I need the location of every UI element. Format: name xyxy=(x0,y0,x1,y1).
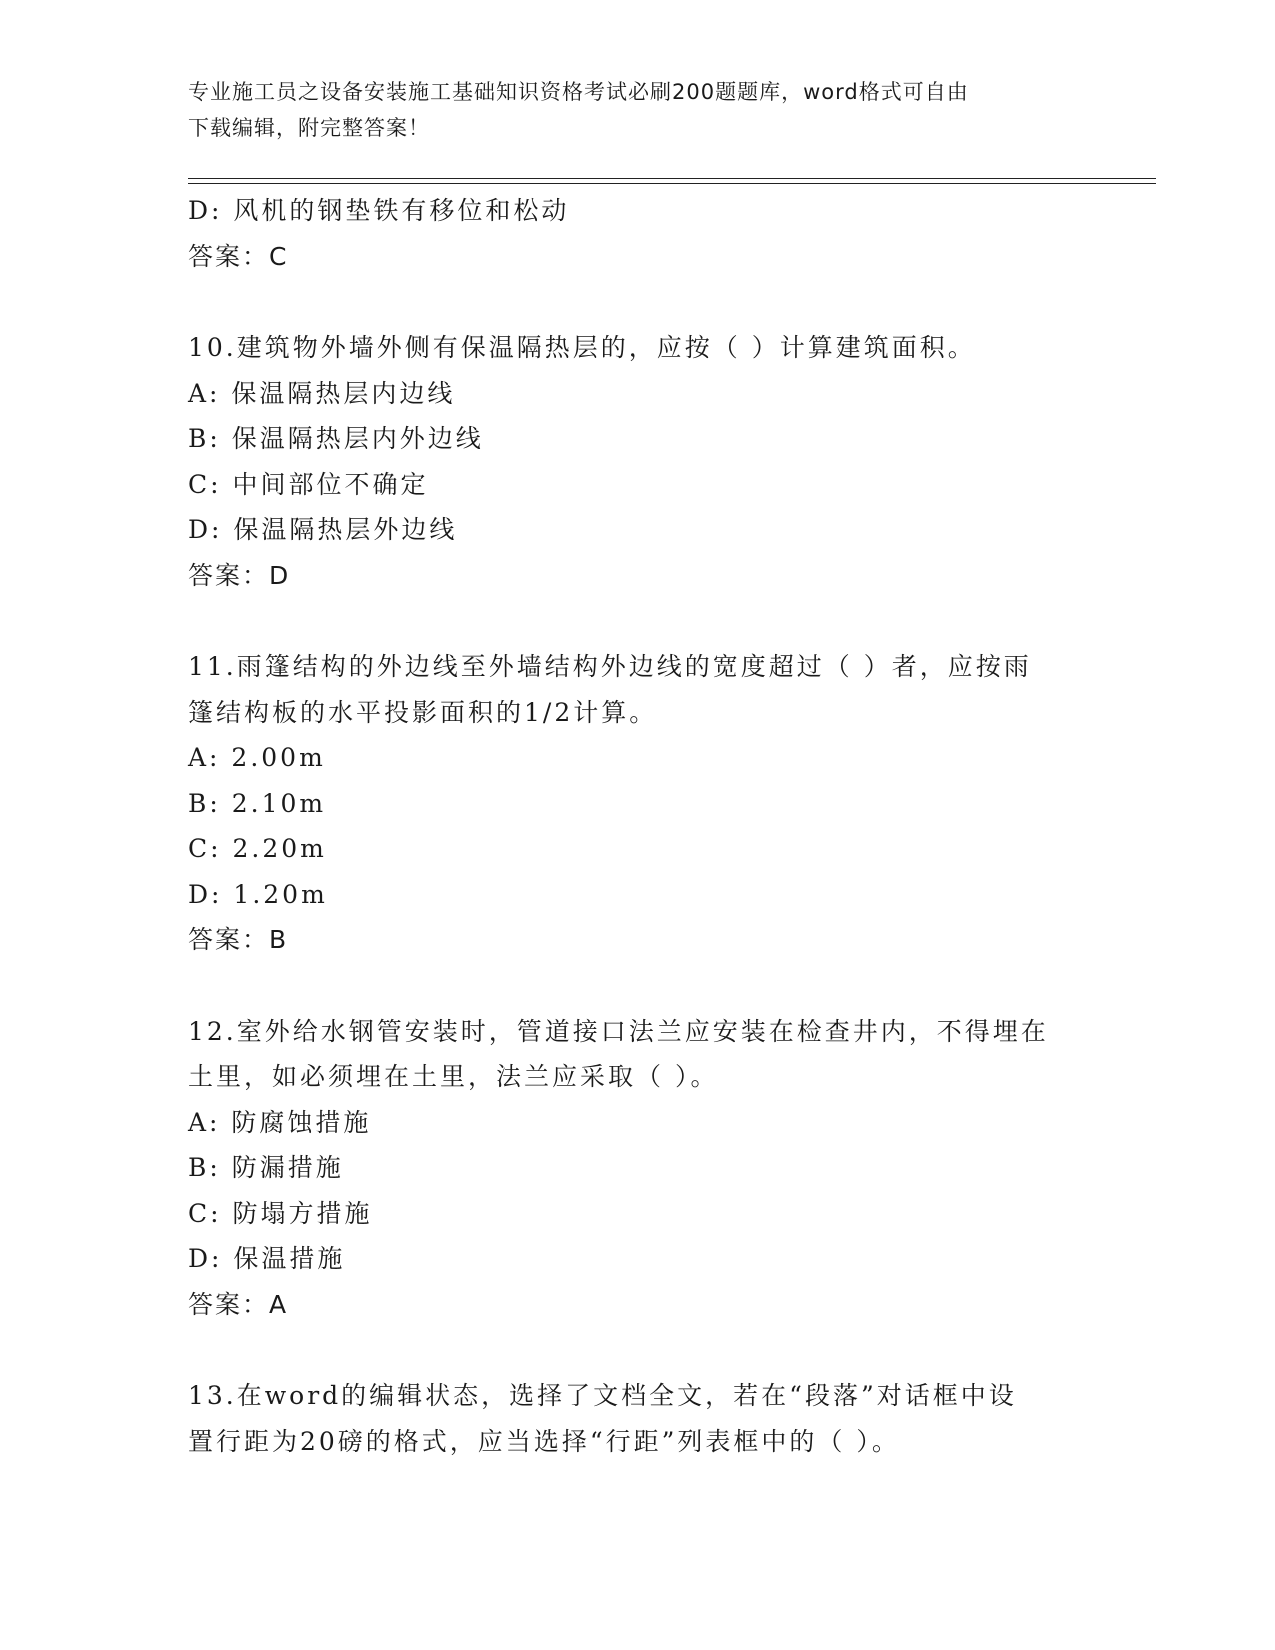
header-title-line-1: 专业施工员之设备安装施工基础知识资格考试必刷200题题库，word格式可自由 xyxy=(188,80,969,104)
answer-line: 答案：D xyxy=(188,560,291,590)
question-text-continued: 置行距为20磅的格式，应当选择“行距”列表框中的（ ）。 xyxy=(188,1426,900,1456)
answer-line: 答案：A xyxy=(188,1289,289,1319)
question-text-continued: 篷结构板的水平投影面积的1/2计算。 xyxy=(188,697,658,727)
question-13 xyxy=(188,1373,1088,1464)
option-c: C: 中间部位不确定 xyxy=(188,469,429,499)
option-a: A: 2.00m xyxy=(188,743,326,772)
option-b: B: 2.10m xyxy=(188,788,327,818)
option-d: D: 1.20m xyxy=(188,879,328,909)
option-b: B: 保温隔热层内外边线 xyxy=(188,424,484,453)
option-d: D: 保温隔热层外边线 xyxy=(188,515,458,544)
answer-line: 答案：C xyxy=(188,241,289,271)
question-text: 13.在word的编辑状态，选择了文档全文，若在“段落”对话框中设 xyxy=(188,1381,1017,1410)
question-10 xyxy=(188,325,1088,598)
option-d: D: 保温措施 xyxy=(188,1244,346,1273)
question-text: 12.室外给水钢管安装时，管道接口法兰应安装在检查井内，不得埋在 xyxy=(188,1016,1049,1046)
question-text: 11.雨篷结构的外边线至外墙结构外边线的宽度超过（ ）者，应按雨 xyxy=(188,652,1032,681)
header-divider-bottom xyxy=(188,183,1156,184)
option-d: D: 风机的钢垫铁有移位和松动 xyxy=(188,196,570,225)
header-title-line-2: 下载编辑，附完整答案！ xyxy=(188,116,430,140)
header-divider-top xyxy=(188,178,1156,179)
question-content xyxy=(188,188,1088,1464)
option-c: C: 2.20m xyxy=(188,834,327,863)
answer-line: 答案：B xyxy=(188,925,289,954)
option-a: A: 防腐蚀措施 xyxy=(188,1107,372,1137)
option-b: B: 防漏措施 xyxy=(188,1153,344,1182)
question-text-continued: 土里，如必须埋在土里，法兰应采取（ ）。 xyxy=(188,1062,719,1091)
option-c: C: 防塌方措施 xyxy=(188,1198,373,1228)
question-text: 10.建筑物外墙外侧有保温隔热层的，应按（ ）计算建筑面积。 xyxy=(188,333,976,362)
question-12 xyxy=(188,1009,1088,1328)
document-header xyxy=(188,74,1088,146)
option-a: A: 保温隔热层内边线 xyxy=(188,378,456,408)
question-11 xyxy=(188,644,1088,963)
